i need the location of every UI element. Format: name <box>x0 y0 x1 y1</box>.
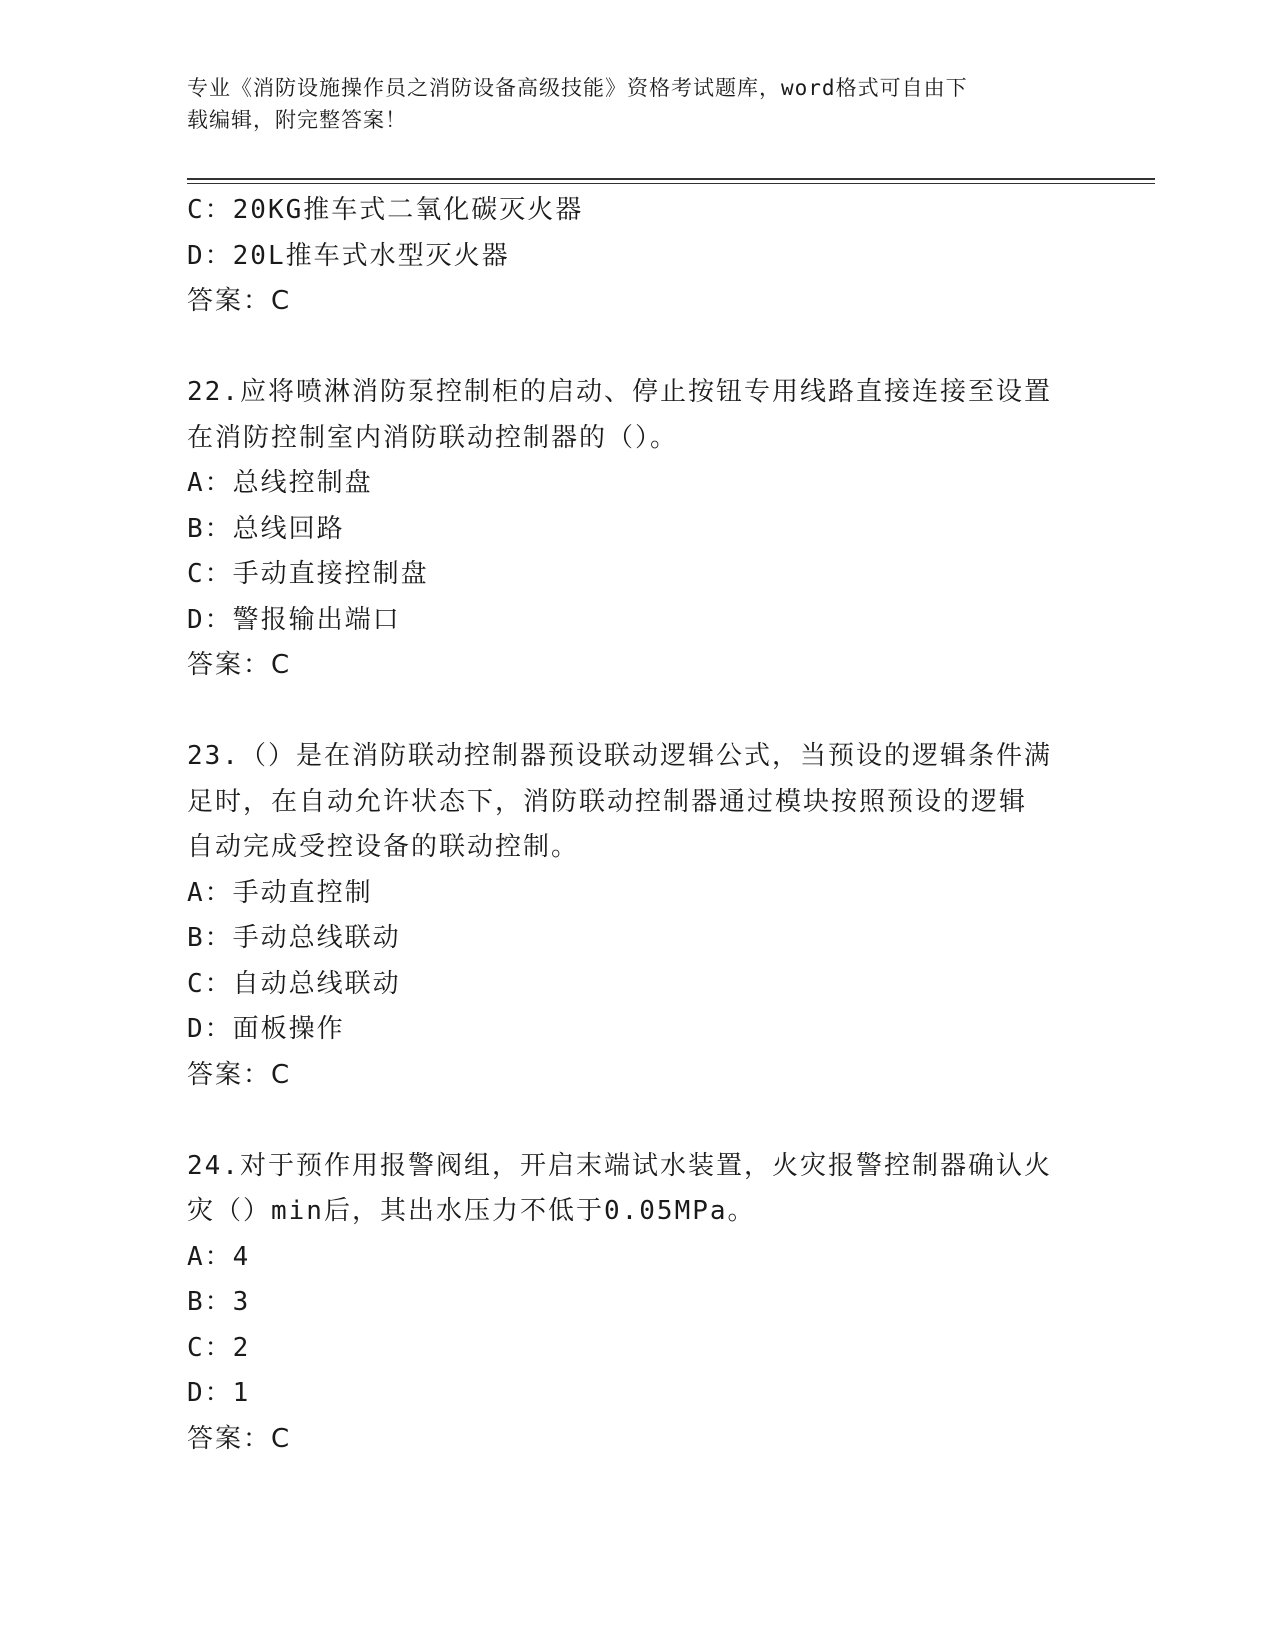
option-a: A：总线控制盘 <box>187 468 373 498</box>
option-b: B：总线回路 <box>187 513 345 544</box>
answer-line: 答案：C <box>187 650 292 680</box>
spacer <box>187 1098 1087 1144</box>
header-line-2: 载编辑，附完整答案！ <box>187 108 407 132</box>
question-stem-line: 22.应将喷淋消防泵控制柜的启动、停止按钮专用线路直接连接至设置 <box>187 377 1052 407</box>
option-c: C：自动总线联动 <box>187 968 401 999</box>
option-b: B：3 <box>187 1287 251 1317</box>
question-23 <box>187 734 1087 1098</box>
header-line-1: 专业《消防设施操作员之消防设备高级技能》资格考试题库，word格式可自由下 <box>187 76 968 100</box>
option-c: C：手动直接控制盘 <box>187 559 429 589</box>
question-stem-line: 在消防控制室内消防联动控制器的（）。 <box>187 422 679 453</box>
option-d: D：警报输出端口 <box>187 604 401 635</box>
document-header <box>187 72 1087 136</box>
answer-line: 答案：C <box>187 1423 292 1454</box>
option-c: C：2 <box>187 1332 251 1363</box>
question-stem-line: 自动完成受控设备的联动控制。 <box>187 832 580 862</box>
question-stem-line: 足时，在自动允许状态下，消防联动控制器通过模块按照预设的逻辑 <box>187 786 1028 817</box>
option-d: D：面板操作 <box>187 1014 345 1044</box>
question-stem-line: 24.对于预作用报警阀组，开启末端试水装置，火灾报警控制器确认火 <box>187 1150 1052 1181</box>
option-b: B：手动总线联动 <box>187 923 401 953</box>
question-stem-line: 23.（）是在消防联动控制器预设联动逻辑公式，当预设的逻辑条件满 <box>187 741 1052 771</box>
question-content <box>187 188 1087 1462</box>
answer-line: 答案：C <box>187 286 292 316</box>
header-divider-thick <box>187 178 1155 180</box>
header-divider-thin <box>187 183 1155 184</box>
answer-line: 答案：C <box>187 1059 292 1090</box>
question-21-continued <box>187 188 1087 325</box>
spacer <box>187 689 1087 735</box>
option-d: D：1 <box>187 1378 251 1408</box>
question-24 <box>187 1144 1087 1463</box>
question-22 <box>187 370 1087 689</box>
option-d: D：20L推车式水型灭火器 <box>187 240 510 271</box>
option-a: A：4 <box>187 1241 251 1272</box>
question-stem-line: 灾（）min后，其出水压力不低于0.05MPa。 <box>187 1196 756 1226</box>
option-a: A：手动直控制 <box>187 877 373 908</box>
option-c: C：20KG推车式二氧化碳灭火器 <box>187 195 584 225</box>
spacer <box>187 325 1087 371</box>
